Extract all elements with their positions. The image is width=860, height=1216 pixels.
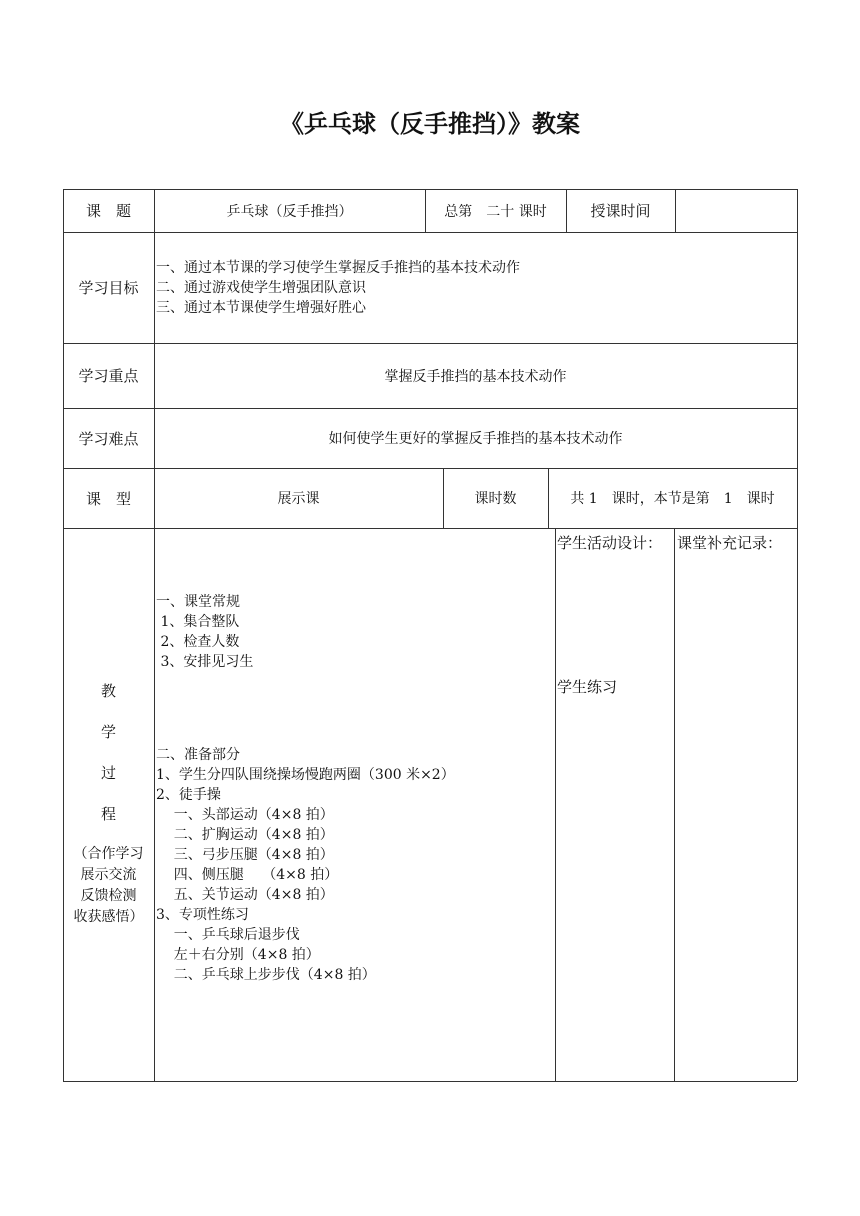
total-lessons: 总第 二十 课时 [444, 203, 547, 220]
topic-label: 课 题 [85, 202, 131, 220]
objective-item: 一、通过本节课的学习使学生掌握反手推挡的基本技术动作 [156, 260, 520, 276]
process-label-char: 教 [100, 682, 116, 700]
col-divider [674, 528, 675, 1081]
process-line: 2、检查人数 [156, 634, 240, 650]
objective-item: 三、通过本节课使学生增强好胜心 [156, 300, 366, 316]
routine-block [156, 592, 554, 672]
process-line: 3、专项性练习 [156, 907, 249, 923]
process-line: 1、集合整队 [156, 614, 240, 630]
process-label-char: 程 [100, 805, 116, 823]
objectives-label: 学习目标 [78, 279, 139, 297]
process-line: 左＋右分别（4×8 拍） [156, 947, 320, 963]
process-line: 1、学生分四队围绕操场慢跑两圈（300 米×2） [156, 767, 455, 783]
process-line: 2、徒手操 [156, 787, 221, 803]
class-time-label: 授课时间 [590, 202, 651, 220]
process-line: 二、准备部分 [156, 747, 240, 763]
table-border-right [797, 189, 798, 1081]
process-label [63, 680, 154, 928]
lesson-hours-label: 课时数 [474, 491, 517, 507]
activity-text: 学生练习 [557, 678, 618, 696]
lesson-hours-text: 共 1 课时，本节是第 1 课时 [570, 491, 775, 507]
topic-value: 乒乓球（反手推挡） [226, 203, 353, 220]
col-divider [555, 528, 556, 1081]
key-points-label: 学习重点 [78, 367, 139, 385]
row-divider [63, 528, 797, 529]
process-line: 五、关节运动（4×8 拍） [156, 887, 334, 903]
preparation-block [156, 745, 554, 985]
objective-item: 二、通过游戏使学生增强团队意识 [156, 280, 366, 296]
difficulties-text: 如何使学生更好的掌握反手推挡的基本技术动作 [328, 431, 623, 447]
process-line: 二、乒乓球上步步伐（4×8 拍） [156, 967, 376, 983]
notes-header: 课堂补充记录： [677, 534, 783, 552]
process-label-char: 学 [100, 723, 116, 741]
process-label-sub: 收获感悟） [73, 909, 144, 925]
difficulties-label: 学习难点 [78, 429, 139, 448]
process-label-char: 过 [100, 764, 116, 782]
process-label-sub: 展示交流 [80, 867, 137, 883]
process-label-sub: （合作学习 [73, 846, 144, 862]
process-line: 一、乒乓球后退步伐 [156, 927, 300, 943]
process-line: 3、安排见习生 [156, 654, 254, 670]
row-divider [63, 232, 797, 233]
table-border-bottom [63, 1081, 797, 1082]
class-time-value [675, 189, 797, 232]
process-line: 一、头部运动（4×8 拍） [156, 807, 334, 823]
lesson-type-label: 课 型 [85, 489, 131, 508]
label-column-divider [154, 189, 155, 1081]
process-label-sub: 反馈检测 [80, 888, 137, 904]
objectives-list [156, 258, 796, 318]
lesson-type-value: 展示课 [277, 491, 320, 507]
process-line: 三、弓步压腿（4×8 拍） [156, 847, 334, 863]
process-line: 四、侧压腿 （4×8 拍） [156, 867, 339, 883]
page-title: 《乒乓球（反手推挡）》教案 [280, 110, 580, 138]
process-line: 一、课堂常规 [156, 594, 240, 610]
process-line: 二、扩胸运动（4×8 拍） [156, 827, 334, 843]
activity-header: 学生活动设计： [557, 534, 663, 552]
key-points-text: 掌握反手推挡的基本技术动作 [384, 368, 567, 385]
